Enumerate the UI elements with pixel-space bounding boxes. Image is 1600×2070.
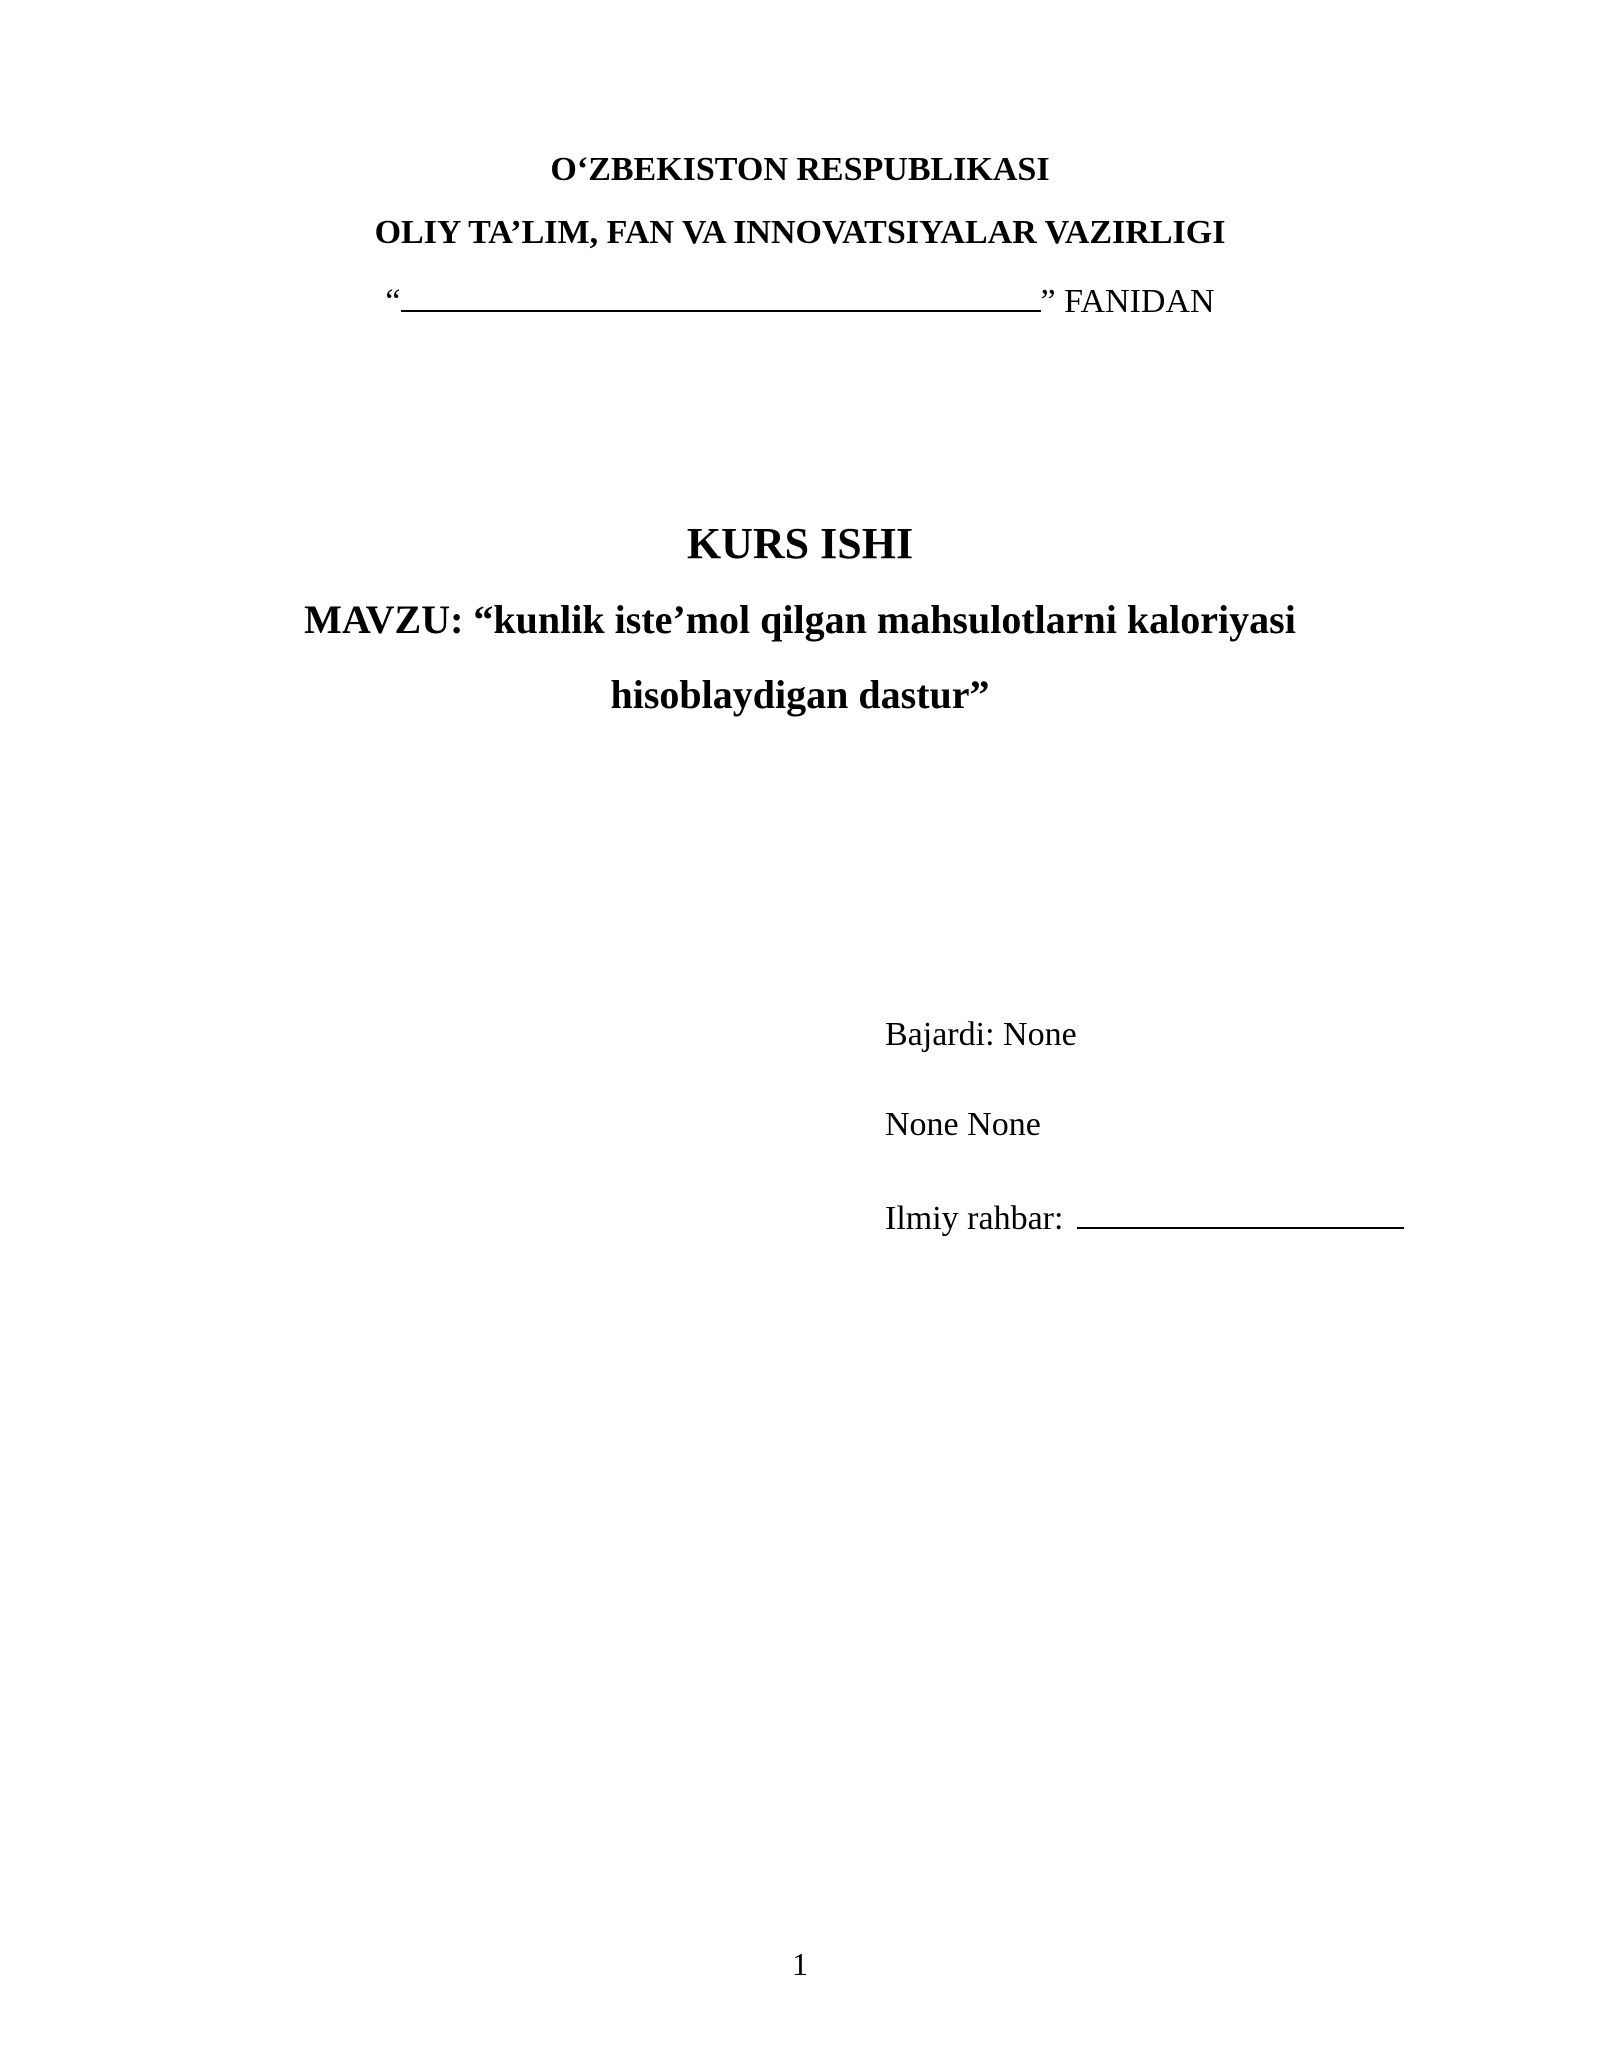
topic-line-1: MAVZU: “kunlik iste’mol qilgan mahsulotlarni kaloriyasi — [304, 597, 1296, 642]
subject-line — [0, 280, 1600, 319]
subject-open-quote: “ — [385, 283, 401, 320]
subject-blank-line — [401, 280, 1041, 312]
document-type-title: KURS ISHI — [686, 519, 914, 568]
performer-names-line: None None — [885, 1106, 1041, 1143]
country-heading: O‘ZBEKISTON RESPUBLIKASI — [550, 151, 1050, 188]
supervisor-label: Ilmiy rahbar: — [885, 1200, 1064, 1237]
subject-suffix: ” FANIDAN — [1040, 283, 1215, 320]
page-number: 1 — [792, 1946, 808, 1982]
performer-line: Bajardi: None — [885, 1016, 1077, 1053]
ministry-heading: OLIY TA’LIM, FAN VA INNOVATSIYALAR VAZIRLIGI — [374, 214, 1226, 251]
topic-line-2: hisoblaydigan dastur” — [610, 672, 990, 717]
supervisor-blank-line — [1077, 1197, 1404, 1229]
supervisor-line — [885, 1197, 1404, 1236]
